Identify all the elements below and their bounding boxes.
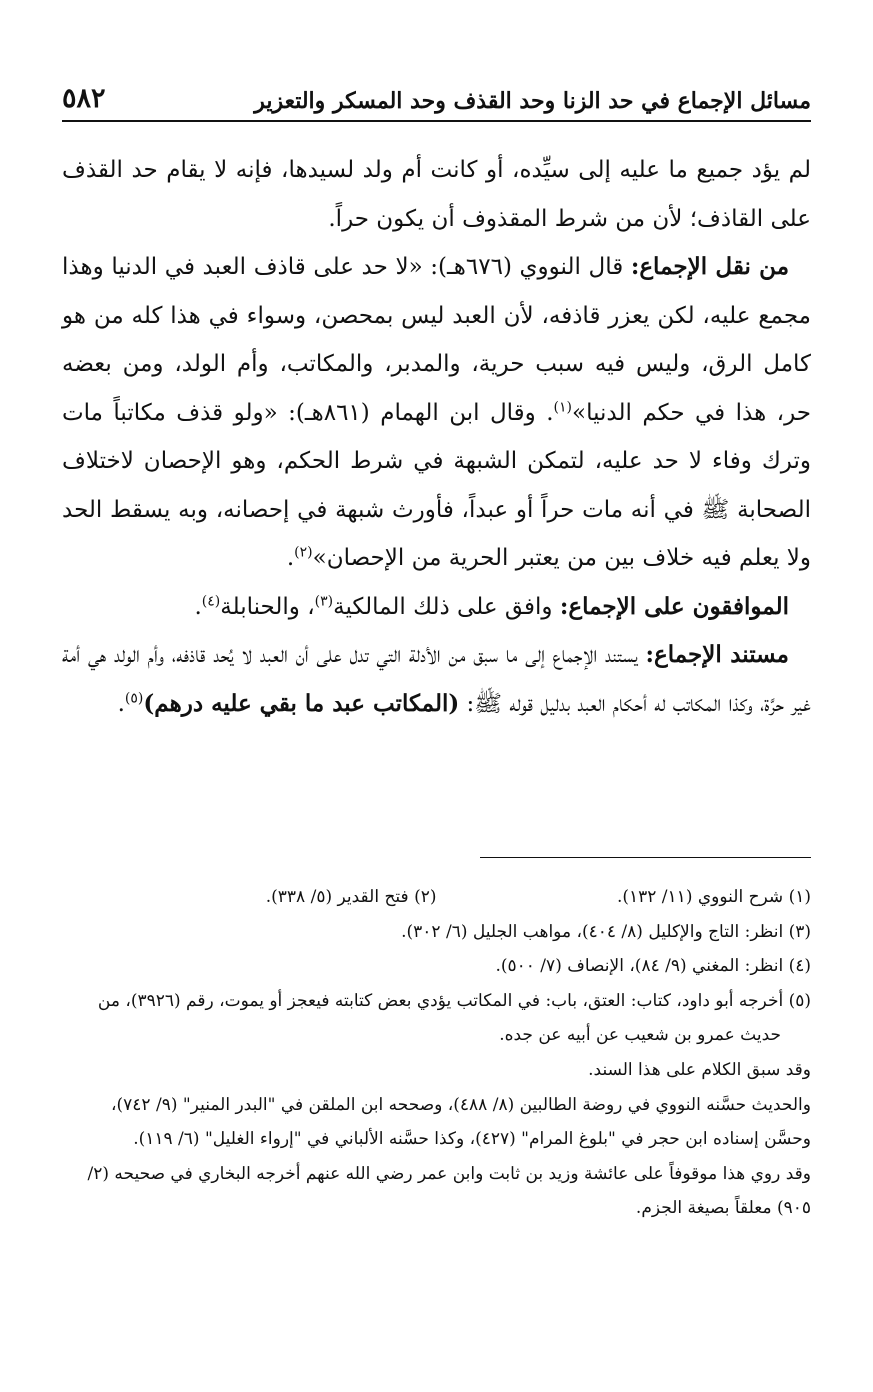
heading-basis: مستند الإجماع: xyxy=(645,641,789,668)
paragraph-end: . xyxy=(117,690,125,717)
footnote-ref: (٢) xyxy=(294,544,313,561)
paragraph-text: . وقال ابن الهمام (٨٦١هـ): «ولو قذف مكاتباً مات وترك وفاء لا حد عليه، لتمكن الشبهة في شرط الحكم، وهو الإحصان لاختلاف الصحابة ﷺ في أنه مات حراً أو عبداً، فأورث شبهة في إحصانه، وبه يسقط الحد ولا يعلم فيه خلاف بين من يعتبر الحرية من الإحصان» xyxy=(62,399,811,571)
paragraph-1: لم يؤد جميع ما عليه إلى سيِّده، أو كانت أم ولد لسيدها، فإنه لا يقام حد القذف على القاذف؛ لأن من شرط المقذوف أن يكون حراً. xyxy=(62,157,811,232)
footnote-ref: (١) xyxy=(553,398,572,415)
footnote-divider xyxy=(480,857,811,858)
footnote-ref: (٥) xyxy=(124,689,144,706)
paragraph-agreeing xyxy=(62,583,811,632)
paragraph-end: . xyxy=(194,593,202,620)
running-title: مسائل الإجماع في حد الزنا وحد القذف وحد المسكر والتعزير xyxy=(254,88,811,114)
paragraph-text: قال النووي (٦٧٦هـ): «لا حد على قاذف العبد في الدنيا وهذا مجمع عليه، لكن يعزر قاذفه، لأن العبد ليس بمحصن، وسواء في هذا كله من هو كامل الرق، وليس فيه سبب حرية، والمدبر، والمكاتب، وأم الولد، ومن بعضه حر، هذا في حكم الدنيا» xyxy=(62,254,811,426)
main-text xyxy=(62,146,811,728)
paragraph-basis xyxy=(62,631,811,728)
footnote-5-note-c: وقد روي هذا موقوفاً على عائشة وزيد بن ثابت وابن عمر رضي الله عنهم أخرجه البخاري في صحيحه (٢/ ٩٠٥) معلقاً بصيغة الجزم. xyxy=(87,1163,811,1219)
footnote-5: (٥) أخرجه أبو داود، كتاب: العتق، باب: في المكاتب يؤدي بعض كتابته فيعجز أو يموت، رقم (٣٩٢٦)، من حديث عمرو بن شعيب عن أبيه عن جده. xyxy=(97,990,811,1046)
hadith-quote: (المكاتب عبد ما بقي عليه درهم) xyxy=(143,689,460,717)
paragraph-text: يستند الإجماع إلى ما سبق من الأدلة التي تدل على أن العبد لا يُحد قاذفه، وأم الولد هي أمة غير حرَّة، وكذا المكاتب له أحكام العبد بدليل قوله ﷺ: xyxy=(62,642,811,717)
paragraph-text: وافق على ذلك المالكية xyxy=(333,593,560,620)
footnote-5-note-a: وقد سبق الكلام على هذا السند. xyxy=(588,1059,811,1080)
paragraph-end: . xyxy=(286,545,295,571)
footnote-5-note-b: والحديث حسَّنه النووي في روضة الطالبين (٨/ ٤٨٨)، وصححه ابن الملقن في "البدر المنير" (٩/ ٧٤٢)، وحسَّن إسناده ابن حجر في "بلوغ المرام" (٤٢٧)، وكذا حسَّنه الألباني في "إرواء الغليل" (٦/ ١١٩). xyxy=(111,1094,811,1150)
footnote-row xyxy=(62,880,811,915)
footnote-ref: (٤) xyxy=(201,592,221,609)
footnote-4: (٤) انظر: المغني (٩/ ٨٤)، الإنصاف (٧/ ٥٠٠). xyxy=(495,956,811,977)
footnote-ref: (٣) xyxy=(314,592,334,609)
footnote-3: (٣) انظر: التاج والإكليل (٨/ ٤٠٤)، مواهب الجليل (٦/ ٣٠٢). xyxy=(401,921,811,942)
paragraph-transmitters xyxy=(62,243,811,583)
paragraph-text: ، والحنابلة xyxy=(220,593,315,620)
footnote-2: (٢) فتح القدير (٥/ ٣٣٨). xyxy=(265,887,437,907)
page-number: ٥٨٢ xyxy=(62,83,106,114)
page-header xyxy=(62,74,811,122)
footnotes xyxy=(62,880,811,1226)
heading-transmitters: من نقل الإجماع: xyxy=(630,253,790,280)
footnote-1: (١) شرح النووي (١١/ ١٣٢). xyxy=(616,887,811,907)
heading-agreeing: الموافقون على الإجماع: xyxy=(559,592,789,620)
